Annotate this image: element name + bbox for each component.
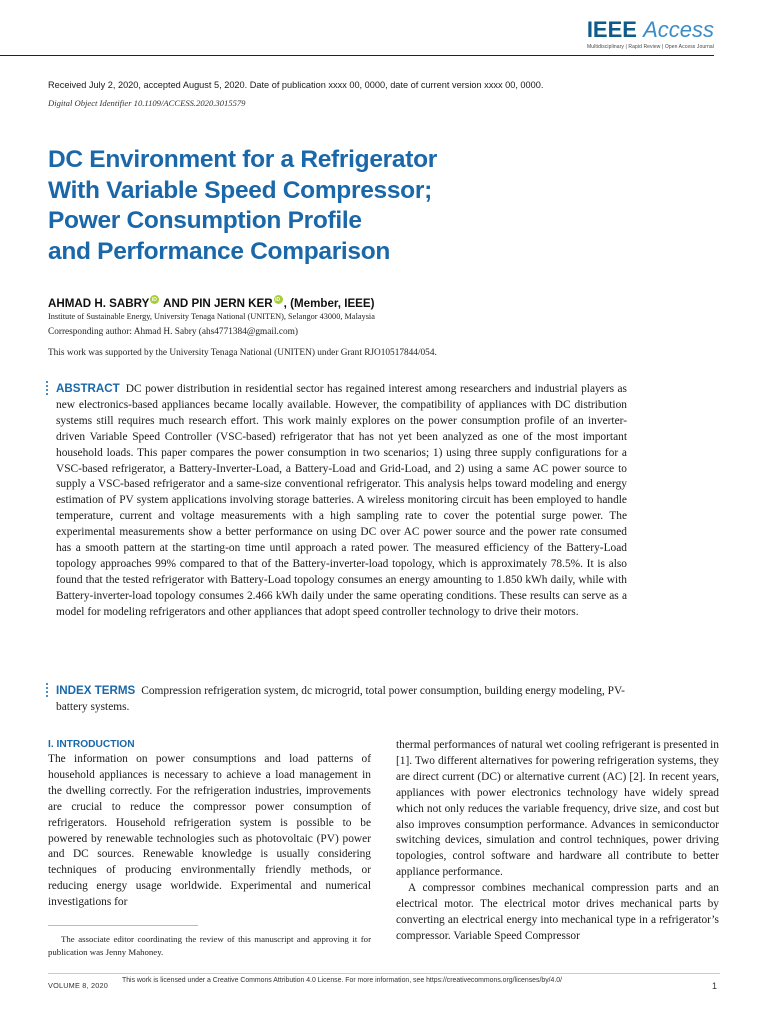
intro-paragraph: A compressor combines mechanical compression parts and an electrical motor. The electrical motor drives mechanical parts by converting an electrical energy into mechanical type in a refrigerator’s compressor. Variable Speed Compressor	[396, 882, 719, 942]
index-terms-marker-icon	[46, 683, 49, 699]
title-line: DC Environment for a Refrigerator	[48, 146, 437, 173]
index-terms	[56, 683, 627, 716]
author-suffix: , (Member, IEEE)	[283, 297, 375, 310]
editor-footnote: The associate editor coordinating the review of this manuscript and approving it for publication was Jenny Mahoney.	[48, 934, 371, 957]
title-line: With Variable Speed Compressor;	[48, 176, 432, 204]
funding-note: This work was supported by the University Tenaga National (UNITEN) under Grant RJO10517844/054.	[48, 348, 437, 358]
page-number: 1	[712, 981, 718, 991]
footer-divider	[48, 973, 720, 974]
abstract-label: ABSTRACT	[56, 382, 120, 395]
footnote-divider	[48, 925, 198, 926]
paper-title	[48, 145, 568, 267]
title-line: Power Consumption Profile	[48, 207, 362, 234]
author-name: AND PIN JERN KER	[160, 297, 273, 310]
title-line: and Performance Comparison	[48, 237, 391, 265]
journal-access: Access	[643, 17, 714, 42]
intro-right-column	[396, 738, 719, 945]
orcid-icon[interactable]	[150, 295, 159, 304]
header-divider	[0, 55, 714, 56]
journal-ieee: IEEE	[586, 17, 637, 42]
abstract-text: DC power distribution in residential sector has regained interest among researchers and industrial players as new electronics-based appliances became locally available. However, the compatibility of appliances with DC distribution systems still requires much research effort. This work mainly explores on the power consumption profile of an inverter-driven Variable Speed Controller (VSC-based) refrigerator that has not yet been analyzed as one of the most important household loads. This paper compares the power consumption in two scenarios; 1) using three supply configurations for a VSC-based refrigerator, a Battery-Inverter-Load, a Battery-Load and Grid-Load, and 2) using a same AC power source to supply a VSC-based refrigerator and a same-size conventional refrigerator. This analysis helps toward modeling and energy estimation of PV system applications involving storage batteries. A wireless monitoring circuit has been employed to handle temperature, current and voltage measurements with a high sampling rate to cover the potential surge power. The experimental measurements show a better performance on using DC over AC power source and the power rate consumed has a smooth pattern at the starting-on time until approach a rated power. The measured efficiency of the Battery-Load topology approaches 99% compared to that of the Battery-inverter-load topology, which is approximately 78.5%. It is also found that the tested refrigerator with Battery-Load topology consumes an energy amounting to 1.850 kWh daily, while with Battery-inverter-load topology consumes 2.466 kWh daily under the same operating conditions. These results can serve as a model for modeling refrigerators and other appliances that adopt speed controller technology to drive their motors.	[56, 383, 627, 618]
doi-line: Digital Object Identifier 10.1109/ACCESS.2020.3015579	[48, 98, 246, 108]
license-note[interactable]: This work is licensed under a Creative Commons Attribution 4.0 License. For more information, see https://creativecommons.org/licenses/by/4.0/	[122, 977, 563, 984]
corresponding-author: Corresponding author: Ahmad H. Sabry (ahs4771384@gmail.com)	[48, 327, 298, 337]
index-terms-text: Compression refrigeration system, dc microgrid, total power consumption, building energy modeling, PV-battery systems.	[56, 685, 625, 713]
author-line	[48, 297, 375, 310]
intro-left-column	[48, 752, 371, 911]
abstract-marker-icon	[46, 381, 49, 397]
institute-affiliation: Institute of Sustainable Energy, University Tenaga National (UNITEN), Selangor 43000, Malaysia	[48, 312, 375, 321]
author-name: AHMAD H. SABRY	[48, 297, 150, 310]
volume-label: VOLUME 8, 2020	[48, 981, 108, 990]
orcid-icon[interactable]	[274, 295, 283, 304]
received-dates: Received July 2, 2020, accepted August 5, 2020. Date of publication xxxx 00, 0000, date of current version xxxx 00, 0000.	[48, 80, 544, 90]
abstract	[56, 381, 627, 621]
section-heading-introduction: I. INTRODUCTION	[48, 739, 135, 750]
journal-tagline: Multidisciplinary | Rapid Review | Open Access Journal	[587, 44, 714, 50]
index-terms-label: INDEX TERMS	[56, 684, 136, 697]
intro-paragraph: thermal performances of natural wet cooling refrigerant is presented in [1]. Two different alternatives for powering refrigeration systems, they are direct current (DC) or alternative current (AC) [2]. In recent years, appliances with power electronics technology have widely spread which not only reduces the variable frequency, drive size, and cost but also improves consumption performance. Advances in semiconductor switching devices, simulation and control techniques, power driving topologies, control software and hardware all contribute to better appliance performance.	[396, 739, 719, 879]
journal-logo	[587, 18, 714, 50]
journal-name	[587, 18, 714, 42]
intro-paragraph: The information on power consumptions and load patterns of household appliances is necessary to achieve a load management in the dwelling correctly. For the refrigeration industries, improvements are crucial to reduce the compressor power consumption of refrigerators. Household refrigeration system is possible to be powered by renewable technologies such as photovoltaic (PV) power and DC sources. Renewable knowledge is usually considering techniques of producing environmentally friendly methods, or reducing energy usage worldwide. Experimental and numerical investigations for	[48, 753, 371, 909]
